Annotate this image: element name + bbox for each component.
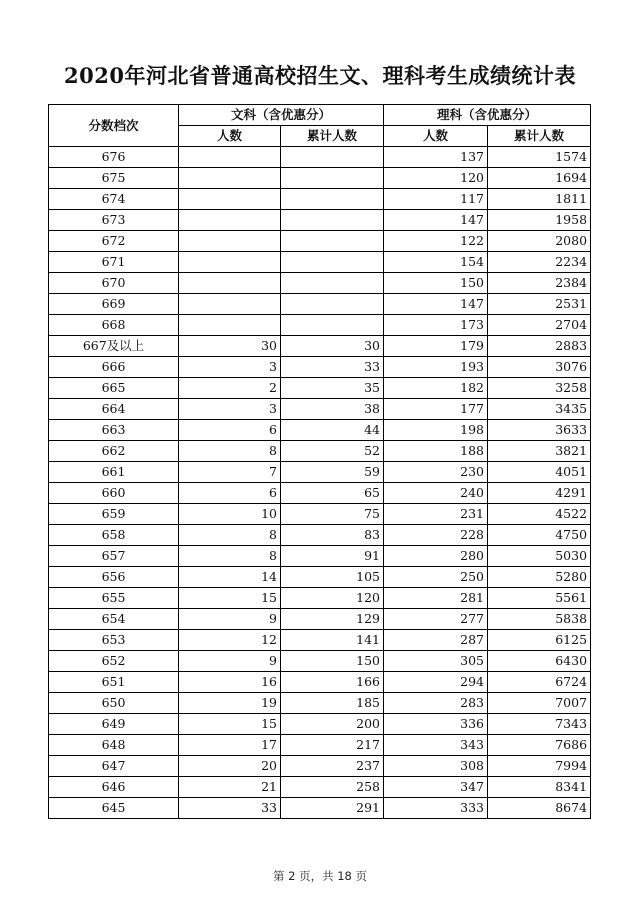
like-cumulative-cell: 7007 xyxy=(488,693,591,714)
wenke-cumulative-cell xyxy=(281,252,384,273)
wenke-cumulative-cell: 30 xyxy=(281,336,384,357)
like-cumulative-cell: 2704 xyxy=(488,315,591,336)
score-level-cell: 665 xyxy=(49,378,179,399)
wenke-count-cell xyxy=(179,273,281,294)
score-table xyxy=(48,104,591,819)
wenke-cumulative-cell xyxy=(281,273,384,294)
wenke-count-cell xyxy=(179,315,281,336)
wenke-count-cell: 12 xyxy=(179,630,281,651)
like-count-cell: 193 xyxy=(384,357,488,378)
table-row xyxy=(49,546,591,567)
like-count-cell: 198 xyxy=(384,420,488,441)
table-row xyxy=(49,567,591,588)
wenke-count-cell: 8 xyxy=(179,525,281,546)
like-count-cell: 277 xyxy=(384,609,488,630)
wenke-count-cell xyxy=(179,252,281,273)
table-row xyxy=(49,777,591,798)
wenke-cumulative-cell: 52 xyxy=(281,441,384,462)
header-like-cumulative: 累计人数 xyxy=(488,126,591,147)
score-level-cell: 648 xyxy=(49,735,179,756)
wenke-count-cell: 7 xyxy=(179,462,281,483)
like-cumulative-cell: 2531 xyxy=(488,294,591,315)
table-row xyxy=(49,294,591,315)
table-row xyxy=(49,462,591,483)
wenke-count-cell: 20 xyxy=(179,756,281,777)
like-cumulative-cell: 7994 xyxy=(488,756,591,777)
wenke-cumulative-cell xyxy=(281,147,384,168)
table-row xyxy=(49,252,591,273)
table-row xyxy=(49,693,591,714)
score-level-cell: 675 xyxy=(49,168,179,189)
wenke-count-cell: 14 xyxy=(179,567,281,588)
score-level-cell: 656 xyxy=(49,567,179,588)
wenke-count-cell xyxy=(179,231,281,252)
score-level-cell: 672 xyxy=(49,231,179,252)
score-level-cell: 668 xyxy=(49,315,179,336)
wenke-count-cell: 21 xyxy=(179,777,281,798)
score-level-cell: 673 xyxy=(49,210,179,231)
score-level-cell: 653 xyxy=(49,630,179,651)
wenke-cumulative-cell: 129 xyxy=(281,609,384,630)
like-cumulative-cell: 5838 xyxy=(488,609,591,630)
like-count-cell: 147 xyxy=(384,210,488,231)
score-level-cell: 647 xyxy=(49,756,179,777)
wenke-count-cell: 3 xyxy=(179,357,281,378)
wenke-count-cell: 6 xyxy=(179,420,281,441)
wenke-count-cell: 17 xyxy=(179,735,281,756)
score-level-cell: 654 xyxy=(49,609,179,630)
like-cumulative-cell: 3821 xyxy=(488,441,591,462)
page-footer: 第 2 页，共 18 页 xyxy=(272,869,368,883)
wenke-count-cell: 8 xyxy=(179,546,281,567)
score-level-cell: 660 xyxy=(49,483,179,504)
wenke-count-cell xyxy=(179,189,281,210)
like-cumulative-cell: 3258 xyxy=(488,378,591,399)
score-level-cell: 666 xyxy=(49,357,179,378)
header-like-count: 人数 xyxy=(384,126,488,147)
table-row xyxy=(49,609,591,630)
like-count-cell: 228 xyxy=(384,525,488,546)
wenke-cumulative-cell xyxy=(281,168,384,189)
like-count-cell: 287 xyxy=(384,630,488,651)
like-count-cell: 336 xyxy=(384,714,488,735)
wenke-cumulative-cell: 91 xyxy=(281,546,384,567)
like-count-cell: 188 xyxy=(384,441,488,462)
score-level-cell: 646 xyxy=(49,777,179,798)
wenke-count-cell: 3 xyxy=(179,399,281,420)
like-count-cell: 281 xyxy=(384,588,488,609)
score-level-cell: 650 xyxy=(49,693,179,714)
like-cumulative-cell: 3435 xyxy=(488,399,591,420)
like-cumulative-cell: 6430 xyxy=(488,651,591,672)
table-body xyxy=(49,147,591,819)
table-row xyxy=(49,336,591,357)
table-row xyxy=(49,210,591,231)
like-cumulative-cell: 6125 xyxy=(488,630,591,651)
wenke-cumulative-cell: 59 xyxy=(281,462,384,483)
wenke-cumulative-cell: 291 xyxy=(281,798,384,819)
wenke-cumulative-cell: 141 xyxy=(281,630,384,651)
score-level-cell: 667及以上 xyxy=(49,336,179,357)
wenke-cumulative-cell: 217 xyxy=(281,735,384,756)
table-row xyxy=(49,630,591,651)
table-row xyxy=(49,273,591,294)
like-count-cell: 150 xyxy=(384,273,488,294)
wenke-count-cell: 15 xyxy=(179,714,281,735)
like-count-cell: 117 xyxy=(384,189,488,210)
like-cumulative-cell: 2384 xyxy=(488,273,591,294)
table-row xyxy=(49,756,591,777)
like-cumulative-cell: 4291 xyxy=(488,483,591,504)
like-count-cell: 305 xyxy=(384,651,488,672)
wenke-count-cell: 9 xyxy=(179,609,281,630)
like-cumulative-cell: 7686 xyxy=(488,735,591,756)
wenke-count-cell: 10 xyxy=(179,504,281,525)
like-cumulative-cell: 8341 xyxy=(488,777,591,798)
table-row xyxy=(49,525,591,546)
score-level-cell: 652 xyxy=(49,651,179,672)
wenke-cumulative-cell: 185 xyxy=(281,693,384,714)
wenke-cumulative-cell: 237 xyxy=(281,756,384,777)
table-row xyxy=(49,378,591,399)
table-row xyxy=(49,798,591,819)
score-level-cell: 661 xyxy=(49,462,179,483)
like-cumulative-cell: 3633 xyxy=(488,420,591,441)
table-row xyxy=(49,357,591,378)
wenke-cumulative-cell: 166 xyxy=(281,672,384,693)
like-cumulative-cell: 7343 xyxy=(488,714,591,735)
wenke-cumulative-cell xyxy=(281,231,384,252)
like-count-cell: 347 xyxy=(384,777,488,798)
header-wenke-count: 人数 xyxy=(179,126,281,147)
wenke-count-cell: 8 xyxy=(179,441,281,462)
like-count-cell: 147 xyxy=(384,294,488,315)
like-count-cell: 333 xyxy=(384,798,488,819)
table-row xyxy=(49,441,591,462)
wenke-count-cell xyxy=(179,147,281,168)
like-cumulative-cell: 4750 xyxy=(488,525,591,546)
like-cumulative-cell: 1694 xyxy=(488,168,591,189)
header-score-level: 分数档次 xyxy=(49,105,179,147)
score-level-cell: 659 xyxy=(49,504,179,525)
wenke-cumulative-cell: 44 xyxy=(281,420,384,441)
table-row xyxy=(49,147,591,168)
like-cumulative-cell: 2883 xyxy=(488,336,591,357)
like-count-cell: 182 xyxy=(384,378,488,399)
score-level-cell: 658 xyxy=(49,525,179,546)
wenke-cumulative-cell: 35 xyxy=(281,378,384,399)
like-cumulative-cell: 1574 xyxy=(488,147,591,168)
like-cumulative-cell: 5561 xyxy=(488,588,591,609)
wenke-count-cell: 16 xyxy=(179,672,281,693)
table-row xyxy=(49,504,591,525)
header-wenke-group: 文科（含优惠分） xyxy=(179,105,384,126)
table-row xyxy=(49,672,591,693)
like-count-cell: 173 xyxy=(384,315,488,336)
wenke-count-cell: 19 xyxy=(179,693,281,714)
score-level-cell: 664 xyxy=(49,399,179,420)
wenke-count-cell: 15 xyxy=(179,588,281,609)
wenke-cumulative-cell: 65 xyxy=(281,483,384,504)
wenke-cumulative-cell xyxy=(281,189,384,210)
wenke-cumulative-cell xyxy=(281,294,384,315)
like-count-cell: 343 xyxy=(384,735,488,756)
score-level-cell: 676 xyxy=(49,147,179,168)
like-cumulative-cell: 5030 xyxy=(488,546,591,567)
wenke-cumulative-cell: 33 xyxy=(281,357,384,378)
wenke-cumulative-cell xyxy=(281,315,384,336)
wenke-count-cell: 30 xyxy=(179,336,281,357)
wenke-cumulative-cell: 200 xyxy=(281,714,384,735)
like-cumulative-cell: 2234 xyxy=(488,252,591,273)
wenke-cumulative-cell: 38 xyxy=(281,399,384,420)
wenke-count-cell: 9 xyxy=(179,651,281,672)
score-level-cell: 651 xyxy=(49,672,179,693)
like-count-cell: 280 xyxy=(384,546,488,567)
like-count-cell: 283 xyxy=(384,693,488,714)
like-cumulative-cell: 2080 xyxy=(488,231,591,252)
like-count-cell: 179 xyxy=(384,336,488,357)
table-row xyxy=(49,651,591,672)
wenke-count-cell: 6 xyxy=(179,483,281,504)
like-cumulative-cell: 4051 xyxy=(488,462,591,483)
wenke-count-cell: 33 xyxy=(179,798,281,819)
like-cumulative-cell: 6724 xyxy=(488,672,591,693)
table-row xyxy=(49,714,591,735)
like-cumulative-cell: 1811 xyxy=(488,189,591,210)
score-level-cell: 669 xyxy=(49,294,179,315)
table-row xyxy=(49,189,591,210)
wenke-count-cell xyxy=(179,168,281,189)
table-row xyxy=(49,420,591,441)
wenke-cumulative-cell: 258 xyxy=(281,777,384,798)
like-count-cell: 250 xyxy=(384,567,488,588)
table-row xyxy=(49,588,591,609)
like-cumulative-cell: 8674 xyxy=(488,798,591,819)
like-count-cell: 308 xyxy=(384,756,488,777)
wenke-cumulative-cell: 120 xyxy=(281,588,384,609)
table-row xyxy=(49,315,591,336)
score-level-cell: 671 xyxy=(49,252,179,273)
header-wenke-cumulative: 累计人数 xyxy=(281,126,384,147)
like-cumulative-cell: 3076 xyxy=(488,357,591,378)
like-count-cell: 294 xyxy=(384,672,488,693)
page-title: 2020年河北省普通高校招生文、理科考生成绩统计表 xyxy=(64,63,576,88)
score-level-cell: 674 xyxy=(49,189,179,210)
wenke-cumulative-cell: 105 xyxy=(281,567,384,588)
score-level-cell: 657 xyxy=(49,546,179,567)
wenke-cumulative-cell: 150 xyxy=(281,651,384,672)
like-count-cell: 240 xyxy=(384,483,488,504)
like-count-cell: 120 xyxy=(384,168,488,189)
like-count-cell: 137 xyxy=(384,147,488,168)
table-row xyxy=(49,168,591,189)
score-level-cell: 649 xyxy=(49,714,179,735)
like-cumulative-cell: 5280 xyxy=(488,567,591,588)
score-level-cell: 662 xyxy=(49,441,179,462)
table-row xyxy=(49,735,591,756)
wenke-count-cell xyxy=(179,210,281,231)
score-level-cell: 663 xyxy=(49,420,179,441)
like-count-cell: 154 xyxy=(384,252,488,273)
like-cumulative-cell: 1958 xyxy=(488,210,591,231)
wenke-cumulative-cell xyxy=(281,210,384,231)
wenke-cumulative-cell: 83 xyxy=(281,525,384,546)
score-level-cell: 645 xyxy=(49,798,179,819)
like-cumulative-cell: 4522 xyxy=(488,504,591,525)
like-count-cell: 122 xyxy=(384,231,488,252)
wenke-cumulative-cell: 75 xyxy=(281,504,384,525)
table-row xyxy=(49,231,591,252)
wenke-count-cell: 2 xyxy=(179,378,281,399)
score-level-cell: 655 xyxy=(49,588,179,609)
like-count-cell: 177 xyxy=(384,399,488,420)
wenke-count-cell xyxy=(179,294,281,315)
header-like-group: 理科（含优惠分） xyxy=(384,105,591,126)
table-row xyxy=(49,483,591,504)
like-count-cell: 231 xyxy=(384,504,488,525)
score-level-cell: 670 xyxy=(49,273,179,294)
like-count-cell: 230 xyxy=(384,462,488,483)
table-row xyxy=(49,399,591,420)
